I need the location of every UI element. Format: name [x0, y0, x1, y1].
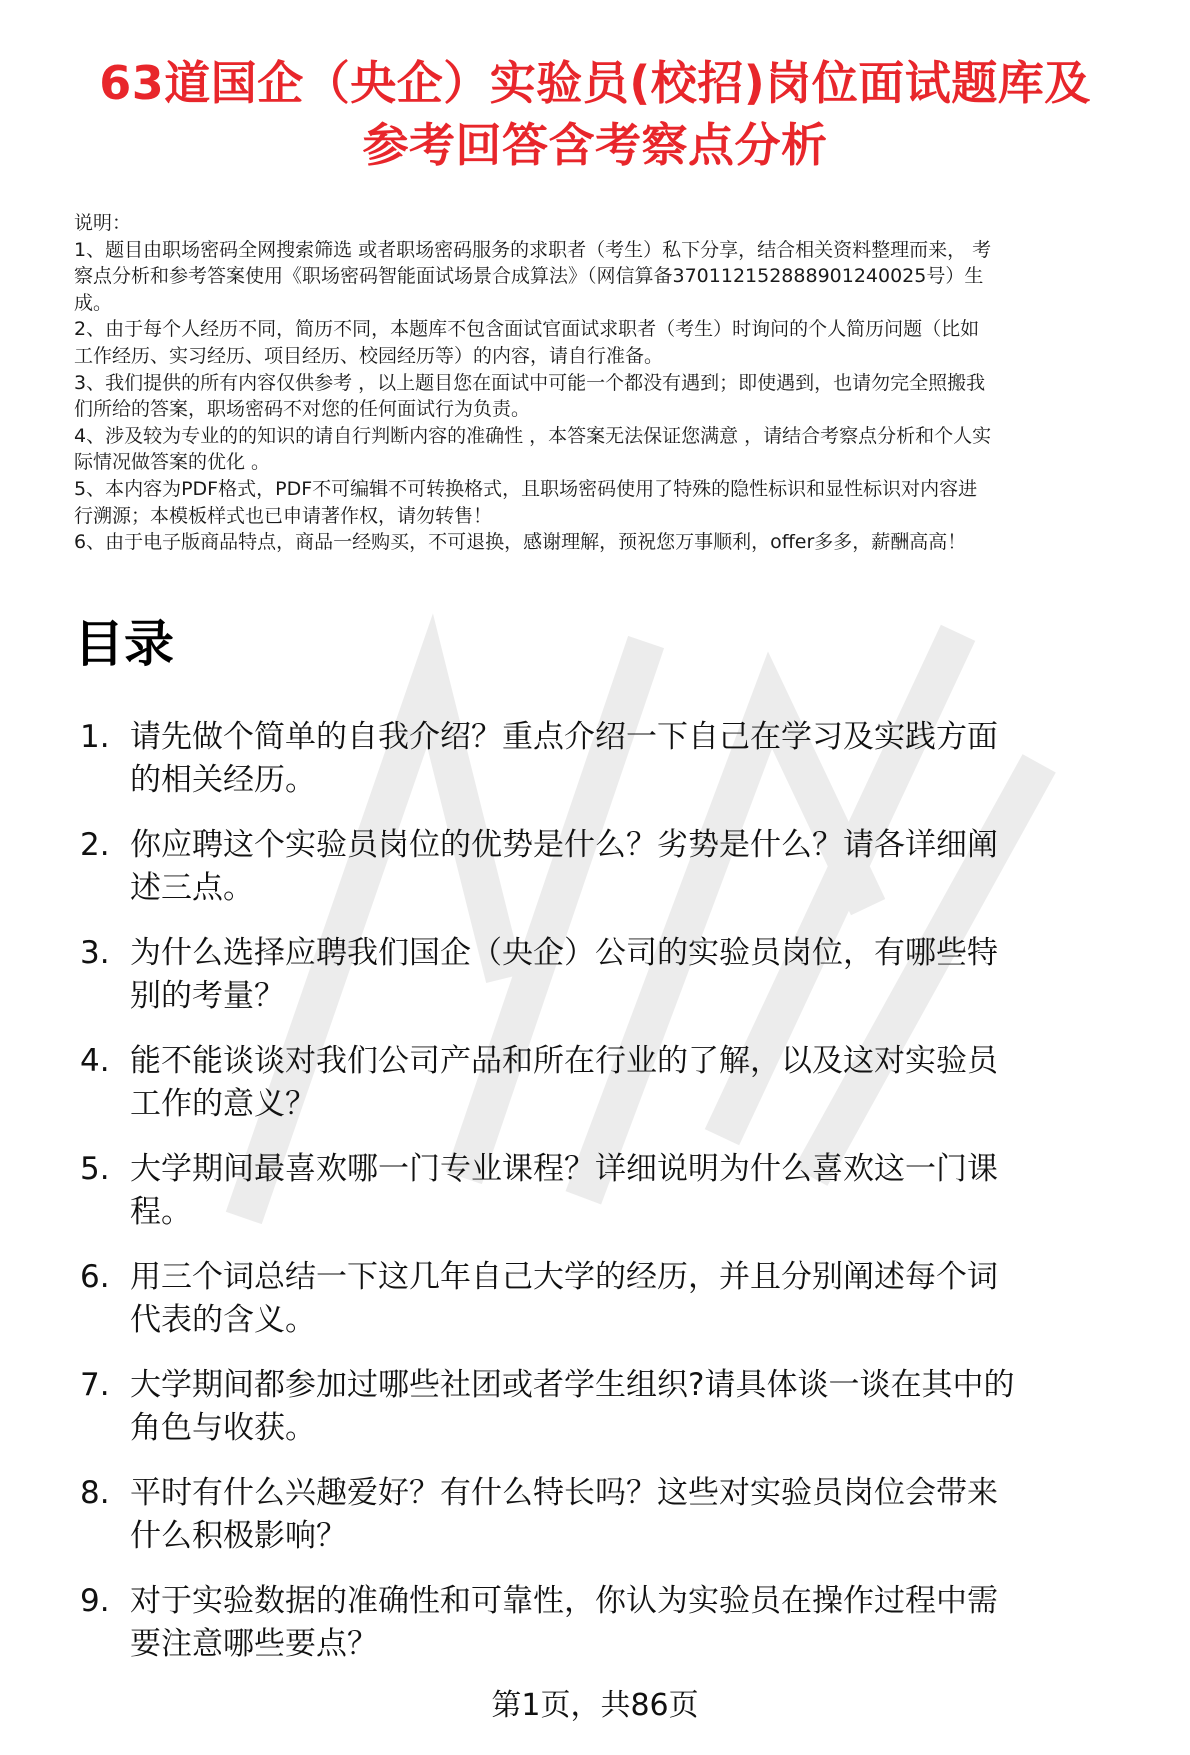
toc-item-text-line2: 程。 [130, 1194, 192, 1230]
notes-section [74, 210, 1164, 556]
toc-item-text-line1: 你应聘这个实验员岗位的优势是什么？劣势是什么？请各详细阐 [130, 827, 998, 863]
note-line: 们所给的答案，职场密码不对您的任何面试行为负责。 [74, 398, 531, 421]
toc-item-text-line2: 述三点。 [130, 870, 254, 906]
toc-heading: 目录 [74, 615, 174, 673]
toc-item-number: 2. [80, 827, 110, 863]
toc-item-text-line2: 角色与收获。 [130, 1410, 316, 1446]
toc-item-number: 1. [80, 719, 110, 755]
toc-item-1[interactable] [74, 716, 1164, 802]
note-line: 1、题目由职场密码全网搜索筛选 或者职场密码服务的求职者（考生）私下分享，结合相关资料整理而来， 考 [74, 238, 992, 261]
toc-item-number: 3. [80, 935, 110, 971]
toc-item-text-line2: 工作的意义？ [130, 1086, 316, 1122]
toc-item-text-line2: 的相关经历。 [130, 762, 316, 798]
toc-item-text-line1: 对于实验数据的准确性和可靠性，你认为实验员在操作过程中需 [130, 1583, 998, 1619]
note-line: 3、我们提供的所有内容仅供参考 ，以上题目您在面试中可能一个都没有遇到；即使遇到，也请勿完全照搬我 [74, 371, 986, 394]
toc-item-text-line1: 用三个词总结一下这几年自己大学的经历，并且分别阐述每个词 [130, 1259, 998, 1295]
toc-item-text-line1: 大学期间最喜欢哪一门专业课程？详细说明为什么喜欢这一门课 [130, 1151, 998, 1187]
note-line: 6、由于电子版商品特点，商品一经购买，不可退换，感谢理解，预祝您万事顺利，offer多多，薪酬高高！ [74, 531, 967, 554]
note-line: 察点分析和参考答案使用《职场密码智能面试场景合成算法》（网信算备370112152888901240025号）生 [74, 265, 984, 288]
document-title [60, 52, 1130, 176]
toc-item-9[interactable] [74, 1580, 1164, 1666]
toc-item-text-line1: 大学期间都参加过哪些社团或者学生组织?请具体谈一谈在其中的 [130, 1367, 1015, 1403]
toc-item-text-line1: 请先做个简单的自我介绍？重点介绍一下自己在学习及实践方面 [130, 719, 998, 755]
toc-item-3[interactable] [74, 932, 1164, 1018]
title-line-2: 参考回答含考察点分析 [362, 118, 828, 172]
toc-item-4[interactable] [74, 1040, 1164, 1126]
toc-item-7[interactable] [74, 1364, 1164, 1450]
toc-item-number: 4. [80, 1043, 110, 1079]
toc-list [74, 716, 1164, 1688]
toc-item-8[interactable] [74, 1472, 1164, 1558]
notes-header: 说明： [74, 212, 132, 234]
note-line: 4、涉及较为专业的的知识的请自行判断内容的准确性 ，本答案无法保证您满意 ，请结合考察点分析和个人实 [74, 424, 992, 447]
page-footer: 第1页，共86页 [491, 1688, 699, 1723]
toc-item-text-line1: 能不能谈谈对我们公司产品和所在行业的了解，以及这对实验员 [130, 1043, 998, 1079]
toc-item-6[interactable] [74, 1256, 1164, 1342]
toc-item-number: 9. [80, 1583, 110, 1619]
note-line: 2、由于每个人经历不同，简历不同，本题库不包含面试官面试求职者（考生）时询问的个人简历问题（比如 [74, 318, 980, 341]
note-line: 5、本内容为PDF格式，PDF不可编辑不可转换格式，且职场密码使用了特殊的隐性标识和显性标识对内容进 [74, 477, 978, 500]
note-line: 工作经历、实习经历、项目经历、校园经历等）的内容，请自行准备。 [74, 344, 664, 367]
toc-item-5[interactable] [74, 1148, 1164, 1234]
toc-item-text-line2: 什么积极影响？ [130, 1518, 347, 1554]
toc-item-text-line1: 平时有什么兴趣爱好？有什么特长吗？这些对实验员岗位会带来 [130, 1475, 998, 1511]
toc-item-number: 6. [80, 1259, 110, 1295]
toc-item-text-line2: 要注意哪些要点？ [130, 1626, 378, 1662]
toc-item-text-line2: 别的考量？ [130, 978, 285, 1014]
note-line: 成。 [74, 291, 113, 314]
toc-item-text-line1: 为什么选择应聘我们国企（央企）公司的实验员岗位，有哪些特 [130, 935, 998, 971]
note-line: 际情况做答案的优化 。 [74, 451, 271, 474]
title-line-1: 63道国企（央企）实验员(校招)岗位面试题库及 [99, 56, 1091, 110]
toc-item-number: 8. [80, 1475, 110, 1511]
toc-item-number: 7. [80, 1367, 110, 1403]
toc-item-number: 5. [80, 1151, 110, 1187]
toc-item-text-line2: 代表的含义。 [130, 1302, 316, 1338]
note-line: 行溯源；本模板样式也已申请著作权，请勿转售！ [74, 504, 493, 527]
toc-item-2[interactable] [74, 824, 1164, 910]
